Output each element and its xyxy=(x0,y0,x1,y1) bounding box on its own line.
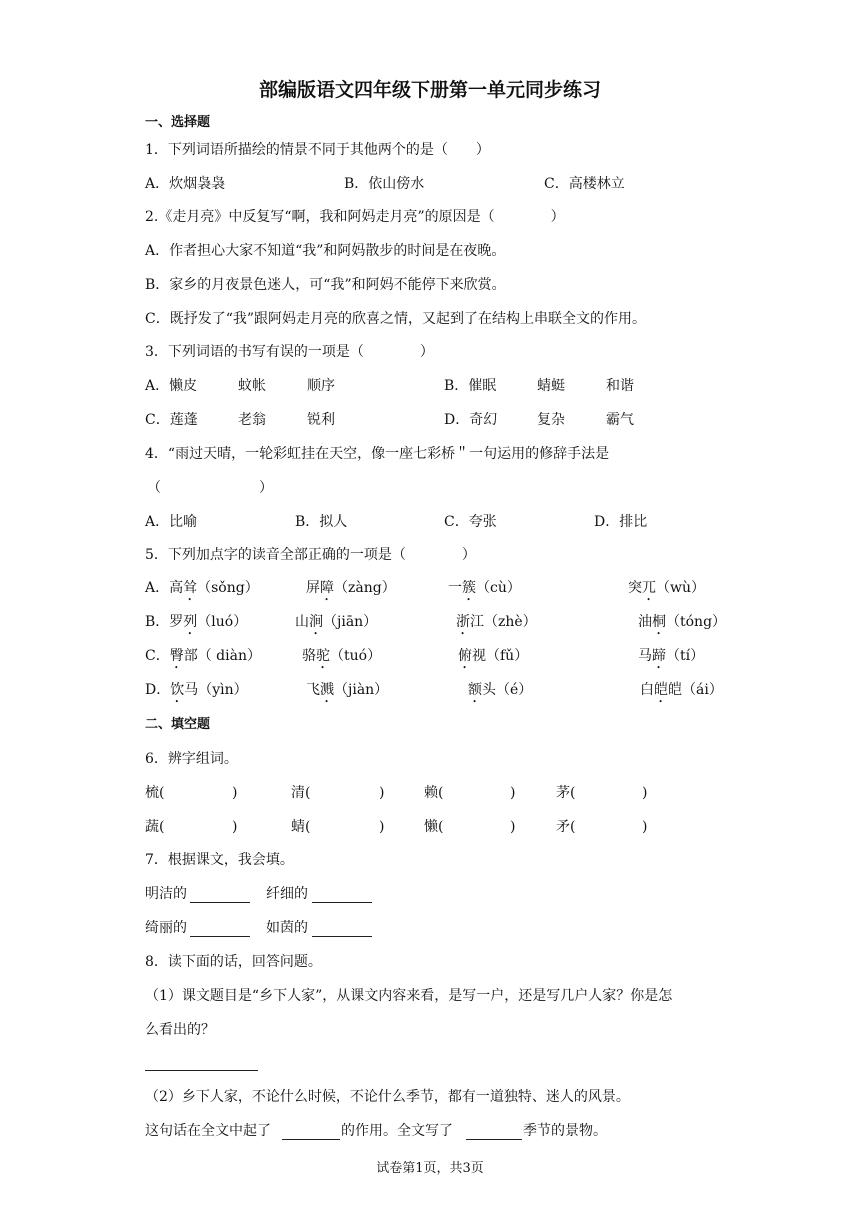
q1-option-c: C．高楼林立 xyxy=(544,176,625,192)
q5-option-c-item2: 骆驼（tuó） xyxy=(302,648,382,664)
q5-option-b-item2: 山涧（jiān） xyxy=(295,614,378,630)
q8-blank-role[interactable] xyxy=(282,1139,340,1140)
q8-part1-line2: 么看出的？ xyxy=(145,1022,215,1038)
q3-option-b: B．催眠 xyxy=(444,378,497,394)
q5-option-b-item4: 油桐（tóng） xyxy=(638,614,727,630)
q5-option-a-item4: 突兀（wù） xyxy=(628,580,705,596)
q6-char-8-open: 矛( xyxy=(556,819,576,835)
q7-blank-1[interactable] xyxy=(190,902,250,903)
q4-option-b: B．拟人 xyxy=(295,514,348,530)
q7-blank-3[interactable] xyxy=(190,936,250,937)
q4-answer-paren: （ ） xyxy=(147,480,273,496)
q6-char-8-close: ) xyxy=(642,819,648,835)
q5-option-a-item1: A．高耸（sǒng） xyxy=(145,580,259,596)
q5-option-d-item3: 额头（é） xyxy=(468,682,533,698)
q6-char-5-close: ) xyxy=(232,819,238,835)
q6-char-1-close: ) xyxy=(232,785,238,801)
q6-char-1-open: 梳( xyxy=(145,785,165,801)
q3-stem: 3．下列词语的书写有误的一项是（ ） xyxy=(145,344,434,360)
section-heading-fill: 二、填空题 xyxy=(145,717,211,732)
q2-stem: 2.《走月亮》中反复写“啊，我和阿妈走月亮”的原因是（ ） xyxy=(145,209,565,225)
q7-item-2: 纤细的 xyxy=(266,886,308,902)
q5-option-d-item2: 飞溅（jiàn） xyxy=(306,682,389,698)
q5-option-b-item3: 浙江（zhè） xyxy=(456,614,537,630)
q3-option-b-word3: 和谐 xyxy=(606,378,634,394)
q3-option-a-word2: 蚊帐 xyxy=(238,378,266,394)
q8-part3-text-b: 的作用。全文写了 xyxy=(341,1123,453,1139)
q7-blank-2[interactable] xyxy=(312,902,372,903)
q3-option-d-word2: 复杂 xyxy=(537,412,565,428)
q6-char-7-open: 懒( xyxy=(424,819,444,835)
q5-stem: 5．下列加点字的读音全部正确的一项是（ ） xyxy=(145,547,476,563)
q2-option-b: B．家乡的月夜景色迷人，可“我”和阿妈不能停下来欣赏。 xyxy=(145,277,506,293)
q1-option-a: A．炊烟袅袅 xyxy=(145,176,226,192)
q8-part1-answer-line[interactable] xyxy=(145,1070,258,1071)
q4-option-c: C．夸张 xyxy=(444,514,497,530)
q7-item-4: 如茵的 xyxy=(266,920,308,936)
q6-stem: 6．辨字组词。 xyxy=(145,751,238,767)
q6-char-4-close: ) xyxy=(642,785,648,801)
q3-option-c-word2: 老翁 xyxy=(238,412,266,428)
q5-option-c-item1: C．臀部（ diàn） xyxy=(145,648,261,664)
q8-stem: 8．读下面的话，回答问题。 xyxy=(145,954,322,970)
q6-char-2-close: ) xyxy=(379,785,385,801)
q5-option-d-item4: 白皑皑（ái） xyxy=(640,682,723,698)
q6-char-7-close: ) xyxy=(510,819,516,835)
q6-char-3-open: 赖( xyxy=(424,785,444,801)
q7-item-3: 绮丽的 xyxy=(145,920,187,936)
q3-option-c: C．莲蓬 xyxy=(145,412,198,428)
q4-stem: 4．“雨过天晴，一轮彩虹挂在天空，像一座七彩桥＂一句运用的修辞手法是 xyxy=(145,446,610,462)
q5-option-c-item3: 俯视（fǔ） xyxy=(458,648,529,664)
q3-option-a-word3: 顺序 xyxy=(307,378,335,394)
q8-part1-line1: （1）课文题目是“乡下人家”，从课文内容来看，是写一户，还是写几户人家？你是怎 xyxy=(145,988,673,1004)
q3-option-c-word3: 锐利 xyxy=(307,412,335,428)
q6-char-6-open: 蜻( xyxy=(291,819,311,835)
q8-part3-text-c: 季节的景物。 xyxy=(523,1123,607,1139)
q5-option-a-item3: 一簇（cù） xyxy=(448,580,521,596)
q7-item-1: 明洁的 xyxy=(145,886,187,902)
q5-option-c-item4: 马蹄（tí） xyxy=(638,648,705,664)
q7-blank-4[interactable] xyxy=(312,936,372,937)
q6-char-5-open: 蔬( xyxy=(145,819,165,835)
q1-option-b: B．依山傍水 xyxy=(344,176,425,192)
q6-char-2-open: 清( xyxy=(291,785,311,801)
q6-char-3-close: ) xyxy=(510,785,516,801)
q7-stem: 7．根据课文，我会填。 xyxy=(145,852,294,868)
q3-option-d: D．奇幻 xyxy=(444,412,498,428)
q2-option-a: A．作者担心大家不知道“我”和阿妈散步的时间是在夜晚。 xyxy=(145,243,506,259)
q4-option-a: A．比喻 xyxy=(145,514,198,530)
q3-option-d-word3: 霸气 xyxy=(606,412,634,428)
q2-option-c: C．既抒发了“我”跟阿妈走月亮的欣喜之情，又起到了在结构上串联全文的作用。 xyxy=(145,311,647,327)
q8-blank-season[interactable] xyxy=(466,1139,522,1140)
q3-option-b-word2: 蜻蜓 xyxy=(537,378,565,394)
page-title: 部编版语文四年级下册第一单元同步练习 xyxy=(258,79,601,101)
q8-part3-text-a: 这句话在全文中起了 xyxy=(145,1123,271,1139)
q5-option-b-item1: B．罗列（luó） xyxy=(145,614,248,630)
q5-option-a-item2: 屏障（zàng） xyxy=(306,580,396,596)
q1-stem: 1．下列词语所描绘的情景不同于其他两个的是（ ） xyxy=(145,142,490,158)
q8-part2-line: （2）乡下人家，不论什么时候，不论什么季节，都有一道独特、迷人的风景。 xyxy=(145,1089,630,1105)
q5-option-d-item1: D．饮马（yìn） xyxy=(145,682,248,698)
q4-option-d: D．排比 xyxy=(594,514,648,530)
section-heading-choice: 一、选择题 xyxy=(145,115,211,130)
q6-char-6-close: ) xyxy=(379,819,385,835)
q6-char-4-open: 茅( xyxy=(556,785,576,801)
page-footer: 试卷第1页，共3页 xyxy=(376,1161,484,1176)
q3-option-a: A．懒皮 xyxy=(145,378,198,394)
